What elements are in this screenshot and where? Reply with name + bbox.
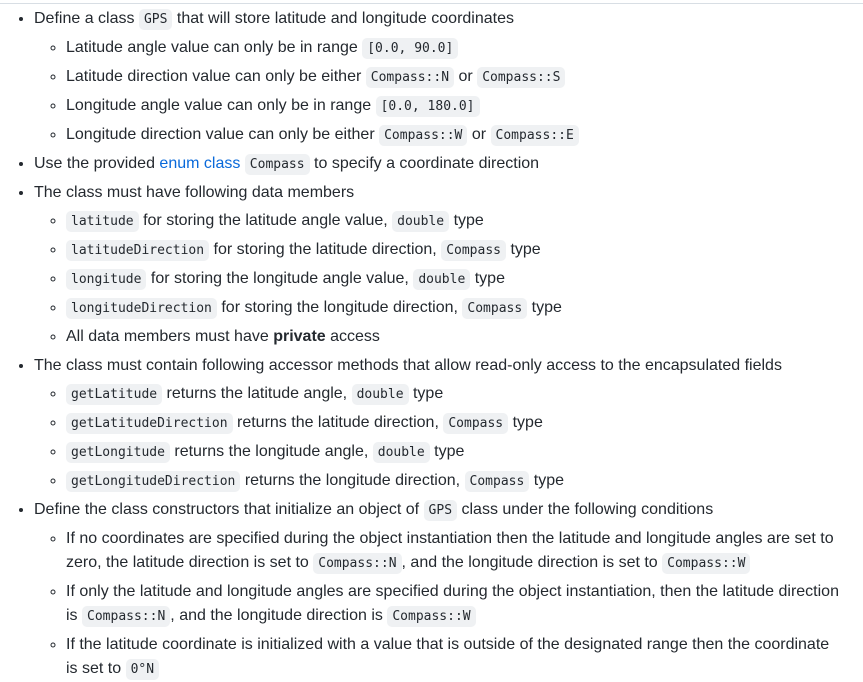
enum-class-link[interactable]: enum class — [159, 155, 241, 172]
code-span: 0°N — [126, 659, 159, 680]
text: for storing the latitude direction, — [213, 241, 437, 258]
text: returns the longitude angle, — [174, 443, 369, 460]
text: type — [474, 270, 505, 287]
list-item-enum-class — [34, 152, 844, 177]
text: The class must contain following accessor methods that allow read-only access to the encapsulated fields — [34, 357, 782, 374]
code-span: Compass::E — [491, 125, 579, 146]
text: type — [434, 443, 465, 460]
code-span: getLongitudeDirection — [66, 471, 240, 492]
text: type — [412, 385, 444, 402]
code-span: getLatitude — [66, 384, 162, 405]
list-item — [66, 94, 844, 119]
code-span: Compass::S — [477, 67, 565, 88]
text: , and the longitude direction is set to — [401, 554, 658, 571]
code-span: double — [392, 211, 449, 232]
code-span: double — [413, 269, 470, 290]
top-divider — [0, 3, 863, 4]
text: The class must have following data members — [34, 184, 355, 201]
code-gps: GPS — [139, 9, 172, 30]
list-item-accessors — [34, 354, 844, 494]
sub-list — [34, 527, 844, 682]
text: , and the longitude direction is — [170, 607, 383, 624]
text: class under the following conditions — [461, 501, 714, 518]
text: type — [453, 212, 484, 229]
list-item — [66, 267, 844, 292]
text: Longitude angle value can only be in range — [66, 97, 372, 114]
code-span: double — [373, 442, 430, 463]
text: All data members must have — [66, 328, 269, 345]
text: type — [531, 299, 562, 316]
list-item-constructors — [34, 498, 844, 682]
code-span: Compass::W — [662, 553, 750, 574]
text: Define the class constructors that initialize an object of — [34, 501, 420, 518]
bold-text: private — [273, 328, 326, 345]
code-span: Compass::N — [313, 553, 401, 574]
list-item-define-class — [34, 7, 844, 148]
sub-list — [34, 209, 844, 349]
text: returns the longitude direction, — [244, 472, 461, 489]
text: Latitude angle value can only be in range — [66, 39, 358, 56]
list-item — [66, 123, 844, 148]
text: returns the latitude angle, — [166, 385, 348, 402]
text: If the latitude coordinate is initialized with a value that is outside of the designated range then the coordinate is set to — [66, 636, 830, 677]
code-gps: GPS — [424, 500, 457, 521]
list-item — [66, 36, 844, 61]
text: If no coordinates are specified during the object instantiation then the latitude and longitude angles are set to zero, the latitude direction is set to — [66, 530, 834, 571]
code-span: getLongitude — [66, 442, 170, 463]
list-item — [66, 580, 844, 629]
text: access — [330, 328, 380, 345]
code-span: getLatitudeDirection — [66, 413, 233, 434]
list-item — [66, 65, 844, 90]
text: type — [533, 472, 565, 489]
code-span: latitudeDirection — [66, 240, 209, 261]
sub-list — [34, 36, 844, 148]
text: returns the latitude direction, — [237, 414, 439, 431]
list-item — [66, 440, 844, 465]
code-span: Compass — [462, 298, 527, 319]
code-span: Compass — [443, 413, 508, 434]
text: that will store latitude and longitude coordinates — [176, 10, 514, 27]
text: for storing the longitude direction, — [221, 299, 458, 316]
code-span: [0.0, 180.0] — [376, 96, 480, 117]
text: for storing the latitude angle value, — [143, 212, 388, 229]
code-span: longitude — [66, 269, 146, 290]
code-span: Compass::W — [387, 606, 475, 627]
text: to specify a coordinate direction — [314, 155, 540, 172]
text: Use the provided — [34, 155, 155, 172]
list-item — [66, 296, 844, 321]
code-span: Compass — [465, 471, 530, 492]
text: or — [458, 68, 473, 85]
text: type — [512, 414, 543, 431]
list-item — [66, 209, 844, 234]
code-span: latitude — [66, 211, 139, 232]
list-item — [66, 411, 844, 436]
text: type — [510, 241, 541, 258]
list-item — [66, 527, 844, 576]
code-span: Compass::N — [366, 67, 454, 88]
code-span: [0.0, 90.0] — [362, 38, 458, 59]
code-compass: Compass — [245, 154, 310, 175]
list-item — [66, 325, 844, 349]
list-item — [66, 633, 844, 682]
text: Define a class — [34, 10, 135, 27]
list-item — [66, 238, 844, 263]
code-span: Compass::N — [82, 606, 170, 627]
code-span: Compass — [441, 240, 506, 261]
code-span: double — [352, 384, 409, 405]
requirements-list — [0, 7, 844, 682]
list-item — [66, 469, 844, 494]
sub-list — [34, 382, 844, 494]
list-item-data-members — [34, 181, 844, 349]
text: If only the latitude and longitude angles are specified during the object instantiation, then the latitude direction is — [66, 583, 839, 624]
code-span: Compass::W — [379, 125, 467, 146]
code-span: longitudeDirection — [66, 298, 217, 319]
text: or — [471, 126, 487, 143]
text: Longitude direction value can only be either — [66, 126, 375, 143]
text: for storing the longitude angle value, — [150, 270, 409, 287]
list-item — [66, 382, 844, 407]
text: Latitude direction value can only be either — [66, 68, 362, 85]
